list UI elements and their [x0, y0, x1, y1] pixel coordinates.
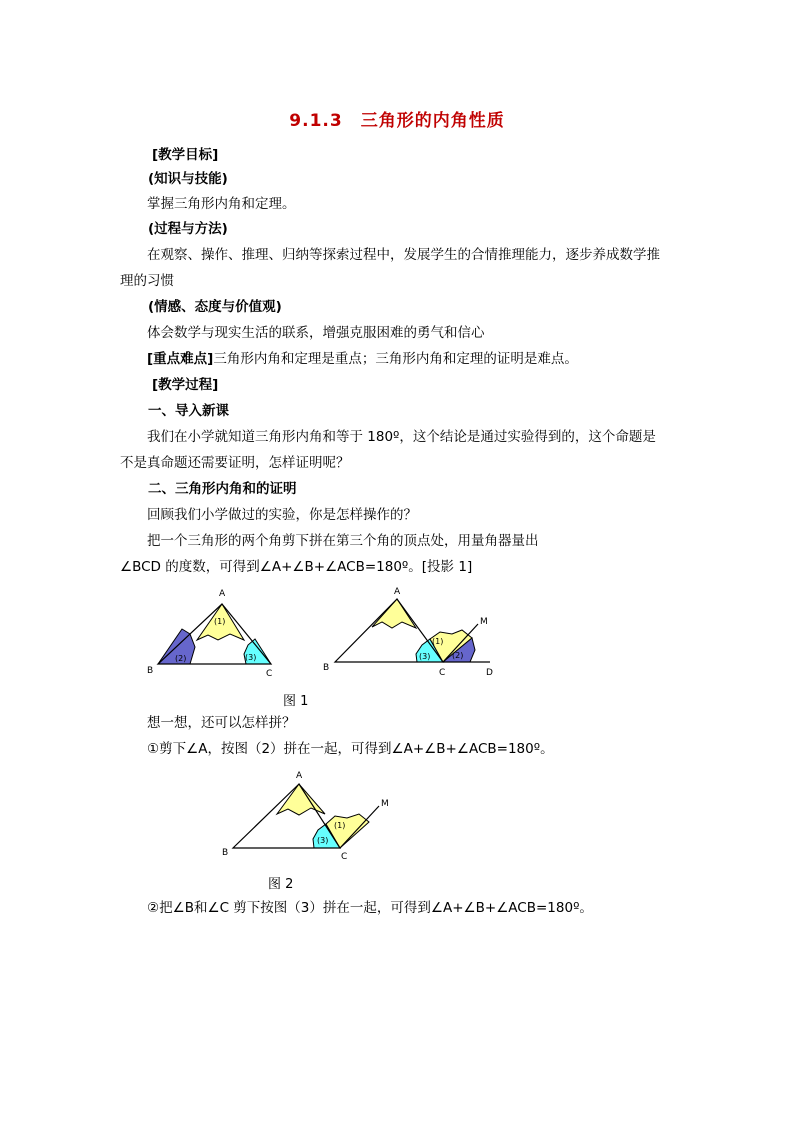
figure-2: [215, 766, 395, 866]
emotion-text: 体会数学与现实生活的联系，增强克服困难的勇气和信心: [147, 325, 485, 341]
figure-1-caption: 图 1: [283, 694, 309, 709]
vertex-c-label: C: [266, 669, 273, 679]
vertex-c-label: C: [341, 852, 348, 862]
procedure-heading: [教学过程]: [152, 377, 219, 393]
teaching-goal-heading: [教学目标]: [152, 147, 219, 163]
figure-1-left-triangle: [147, 589, 272, 679]
angle-1-top-piece: [372, 599, 416, 628]
process-text-2: 理的习惯: [120, 273, 174, 289]
step-1-text: ①剪下∠A，按图（2）拼在一起，可得到∠A+∠B+∠ACB=180º。: [147, 741, 554, 757]
figure-1: [140, 582, 510, 682]
figure-1-right-triangle: [323, 587, 493, 678]
key-points-text: 三角形内角和定理是重点；三角形内角和定理的证明是难点。: [213, 351, 578, 367]
vertex-b-label: B: [147, 666, 154, 676]
vertex-a-label: A: [219, 589, 226, 599]
point-m-label: M: [480, 617, 488, 627]
angle-3-mark: (3): [317, 836, 329, 845]
angle-1-mark: (1): [432, 637, 444, 646]
point-d-label: D: [486, 668, 493, 678]
vertex-b-label: B: [222, 848, 229, 858]
intro-text-1: 我们在小学就知道三角形内角和等于 180º，这个结论是通过实验得到的，这个命题是: [147, 429, 656, 445]
think-text: 想一想，还可以怎样拼？: [147, 715, 296, 731]
cut-text-2: ∠BCD 的度数，可得到∠A+∠B+∠ACB=180º。[投影 1]: [120, 559, 473, 575]
angle-1-mark: (1): [214, 617, 226, 626]
process-heading: (过程与方法): [148, 221, 228, 237]
angle-3-mark: (3): [419, 652, 431, 661]
intro-heading: 一、导入新课: [148, 403, 229, 419]
angle-2-mark: (2): [452, 651, 464, 660]
angle-3-mark: (3): [245, 653, 257, 662]
emotion-heading: (情感、态度与价值观): [148, 299, 282, 315]
knowledge-text: 掌握三角形内角和定理。: [147, 196, 296, 212]
intro-text-2: 不是真命题还需要证明，怎样证明呢？: [120, 455, 350, 471]
vertex-a-label: A: [394, 587, 401, 597]
cut-text-1: 把一个三角形的两个角剪下拼在第三个角的顶点处，用量角器量出: [147, 533, 539, 549]
angle-1-top-piece: [277, 784, 325, 815]
vertex-c-label: C: [439, 668, 446, 678]
recall-text: 回顾我们小学做过的实验，你是怎样操作的？: [147, 507, 417, 523]
step-2-text: ②把∠B和∠C 剪下按图（3）拼在一起，可得到∠A+∠B+∠ACB=180º。: [147, 900, 593, 916]
process-text-1: 在观察、操作、推理、归纳等探索过程中，发展学生的合情推理能力，逐步养成数学推: [147, 247, 660, 263]
vertex-b-label: B: [323, 663, 330, 673]
key-points-label: [重点难点]: [147, 351, 214, 367]
knowledge-heading: (知识与技能): [148, 171, 228, 187]
proof-heading: 二、三角形内角和的证明: [148, 481, 297, 497]
page-title: 9.1.3 三角形的内角性质: [289, 111, 505, 131]
vertex-a-label: A: [296, 771, 303, 781]
key-points-line: [147, 350, 578, 368]
angle-1-mark: (1): [334, 821, 346, 830]
angle-2-mark: (2): [175, 654, 187, 663]
figure-2-caption: 图 2: [268, 877, 294, 892]
point-m-label: M: [381, 799, 389, 809]
